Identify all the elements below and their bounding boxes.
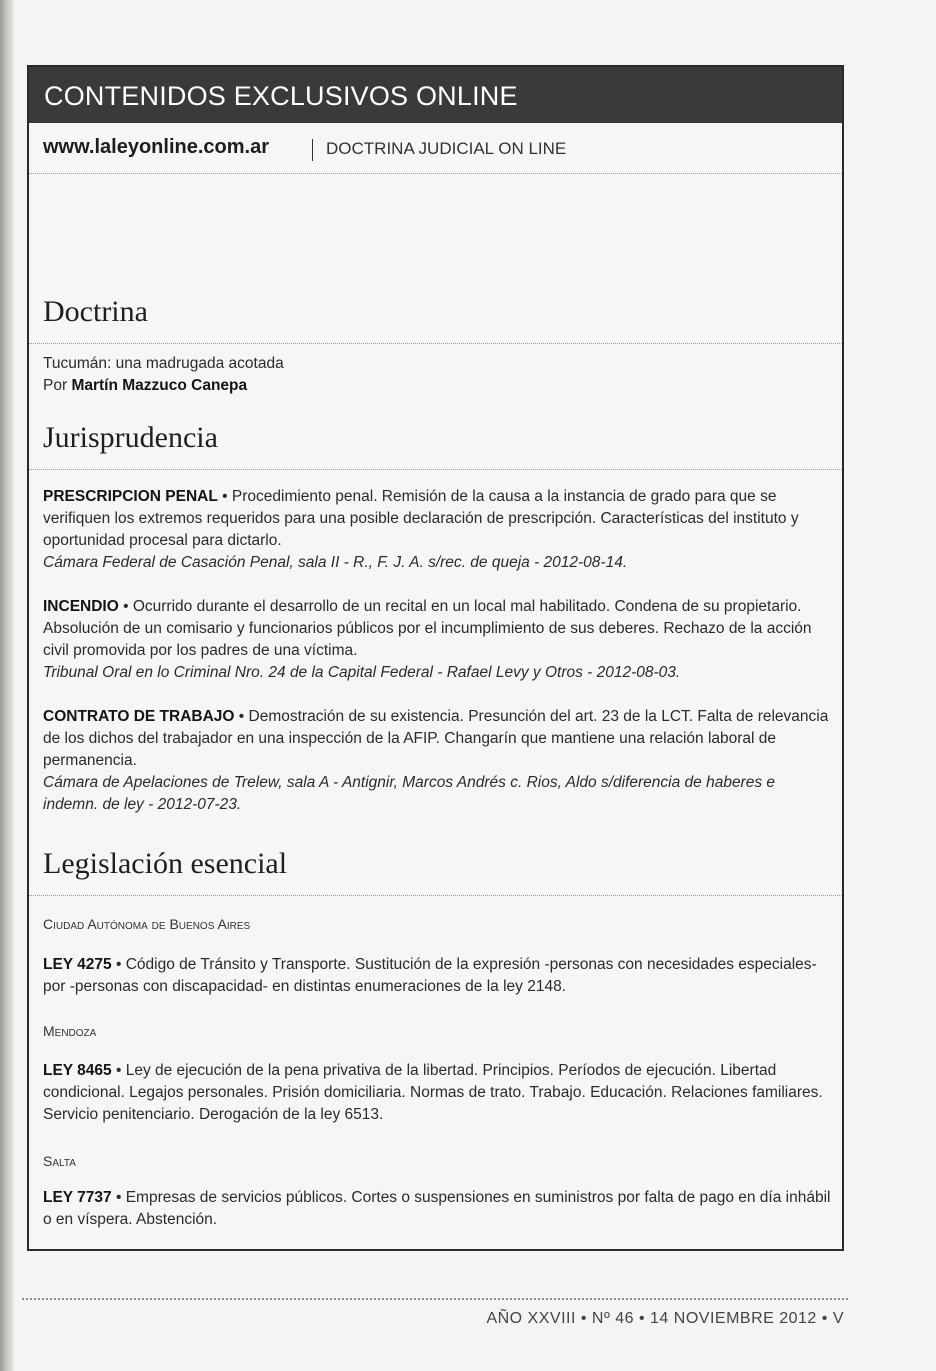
case-summary: Procedimiento penal. Remisión de la causa a la instancia de grado para que se verifiquen los extremos requeridos para una posible declaración de prescripción. Características del instituto y oportunidad procesal para dictarlo. bbox=[43, 488, 799, 549]
heading-legislacion: Legislación esencial bbox=[43, 847, 288, 880]
case-summary: Demostración de su existencia. Presunción del art. 23 de la LCT. Falta de relevancia de los dichos del trabajador en una inspección de la AFIP. Changarín que mantiene una relación laboral de permanencia. bbox=[43, 708, 829, 769]
case-entry: PRESCRIPCION PENAL • Procedimiento penal. Remisión de la causa a la instancia de grado para que se verifiquen los extremos requeridos para una posible declaración de prescripción. Características del instituto y oportunidad procesal para dictarlo. Cámara Federal de Casación Penal, sala II - R., F. J. A. s/rec. de queja - 2012-08-14. bbox=[43, 486, 833, 574]
case-citation: Tribunal Oral en lo Criminal Nro. 24 de la Capital Federal - Rafael Levy y Otros - 2012-08-03. bbox=[43, 664, 681, 681]
law-entry: LEY 8465 • Ley de ejecución de la pena privativa de la libertad. Principios. Períodos de ejecución. Libertad condicional. Legajos personales. Prisión domiciliaria. Normas de trato. Trabajo. Educación. Relaciones familiares. Servicio penitenciario. Derogación de la ley 6513. bbox=[43, 1062, 823, 1123]
rule-jurisprudencia bbox=[29, 469, 842, 470]
heading-doctrina: Doctrina bbox=[43, 295, 148, 328]
banner bbox=[29, 67, 842, 123]
site-link[interactable]: www.laleyonline.com.ar bbox=[43, 136, 269, 158]
author-prefix: Por bbox=[43, 377, 68, 394]
law-summary: Empresas de servicios públicos. Cortes o suspensiones en suministros por falta de pago en día inhábil o en víspera. Abstención. bbox=[43, 1189, 831, 1228]
article-author-line bbox=[43, 375, 833, 397]
footer-rule bbox=[22, 1298, 848, 1300]
case-tag: INCENDIO bbox=[43, 598, 119, 615]
heading-jurisprudencia: Jurisprudencia bbox=[43, 421, 218, 454]
author-name: Martín Mazzuco Canepa bbox=[71, 377, 248, 394]
case-citation: Cámara de Apelaciones de Trelew, sala A - Antignir, Marcos Andrés c. Rios, Aldo s/diferencia de haberes e indemn. de ley - 2012-07-23. bbox=[43, 774, 776, 813]
jurisdiction-label: Ciudad Autónoma de Buenos Aires bbox=[43, 916, 251, 932]
case-tag: CONTRATO DE TRABAJO bbox=[43, 708, 235, 725]
case-tag: PRESCRIPCION PENAL bbox=[43, 488, 218, 505]
law-number: LEY 8465 bbox=[43, 1062, 112, 1079]
site-bar bbox=[29, 123, 842, 174]
section-name: DOCTRINA JUDICIAL ON LINE bbox=[326, 139, 567, 158]
law-number: LEY 4275 bbox=[43, 956, 112, 973]
law-number: LEY 7737 bbox=[43, 1189, 112, 1206]
case-entry: INCENDIO • Ocurrido durante el desarrollo de un recital en un local mal habilitado. Condena de su propietario. Absolución de un comisario y funcionarios públicos por el incumplimiento de sus deberes. Rechazo de la acción civil promovida por los padres de una víctima. Tribunal Oral en lo Criminal Nro. 24 de la Capital Federal - Rafael Levy y Otros - 2012-08-03. bbox=[43, 596, 833, 684]
rule-doctrina bbox=[29, 343, 842, 344]
law-entry: LEY 4275 • Código de Tránsito y Transporte. Sustitución de la expresión -personas con necesidades especiales- por -personas con discapacidad- en distintas enumeraciones de la ley 2148. bbox=[43, 956, 817, 995]
law-summary: Código de Tránsito y Transporte. Sustitución de la expresión -personas con necesidades especiales- por -personas con discapacidad- en distintas enumeraciones de la ley 2148. bbox=[43, 956, 817, 995]
banner-title: CONTENIDOS EXCLUSIVOS ONLINE bbox=[44, 81, 518, 111]
case-entry: CONTRATO DE TRABAJO • Demostración de su existencia. Presunción del art. 23 de la LCT. Falta de relevancia de los dichos del trabajador en una inspección de la AFIP. Changarín que mantiene una relación laboral de permanencia. Cámara de Apelaciones de Trelew, sala A - Antignir, Marcos Andrés c. Rios, Aldo s/diferencia de haberes e indemn. de ley - 2012-07-23. bbox=[43, 706, 833, 816]
page-footer: AÑO XXVIII • Nº 46 • 14 NOVIEMBRE 2012 • V bbox=[486, 1310, 844, 1327]
jurisdiction-label: Mendoza bbox=[43, 1023, 97, 1039]
law-summary: Ley de ejecución de la pena privativa de la libertad. Principios. Períodos de ejecución. Libertad condicional. Legajos personales. Prisión domiciliaria. Normas de trato. Trabajo. Educación. Relaciones familiares. Servicio penitenciario. Derogación de la ley 6513. bbox=[43, 1062, 823, 1123]
doctrina-article bbox=[43, 353, 833, 397]
online-content-box bbox=[27, 65, 844, 1251]
rule-legislacion bbox=[29, 895, 842, 896]
page-spine-shadow bbox=[0, 0, 14, 1371]
jurisdiction-label: Salta bbox=[43, 1153, 76, 1169]
case-summary: Ocurrido durante el desarrollo de un recital en un local mal habilitado. Condena de su propietario. Absolución de un comisario y funcionarios públicos por el incumplimiento de sus deberes. Rechazo de la acción civil promovida por los padres de una víctima. bbox=[43, 598, 812, 659]
article-title: Tucumán: una madrugada acotada bbox=[43, 355, 284, 372]
law-entry: LEY 7737 • Empresas de servicios públicos. Cortes o suspensiones en suministros por falta de pago en día inhábil o en víspera. Abstención. bbox=[43, 1189, 831, 1228]
case-citation: Cámara Federal de Casación Penal, sala II - R., F. J. A. s/rec. de queja - 2012-08-14. bbox=[43, 554, 628, 571]
separator bbox=[312, 139, 313, 161]
